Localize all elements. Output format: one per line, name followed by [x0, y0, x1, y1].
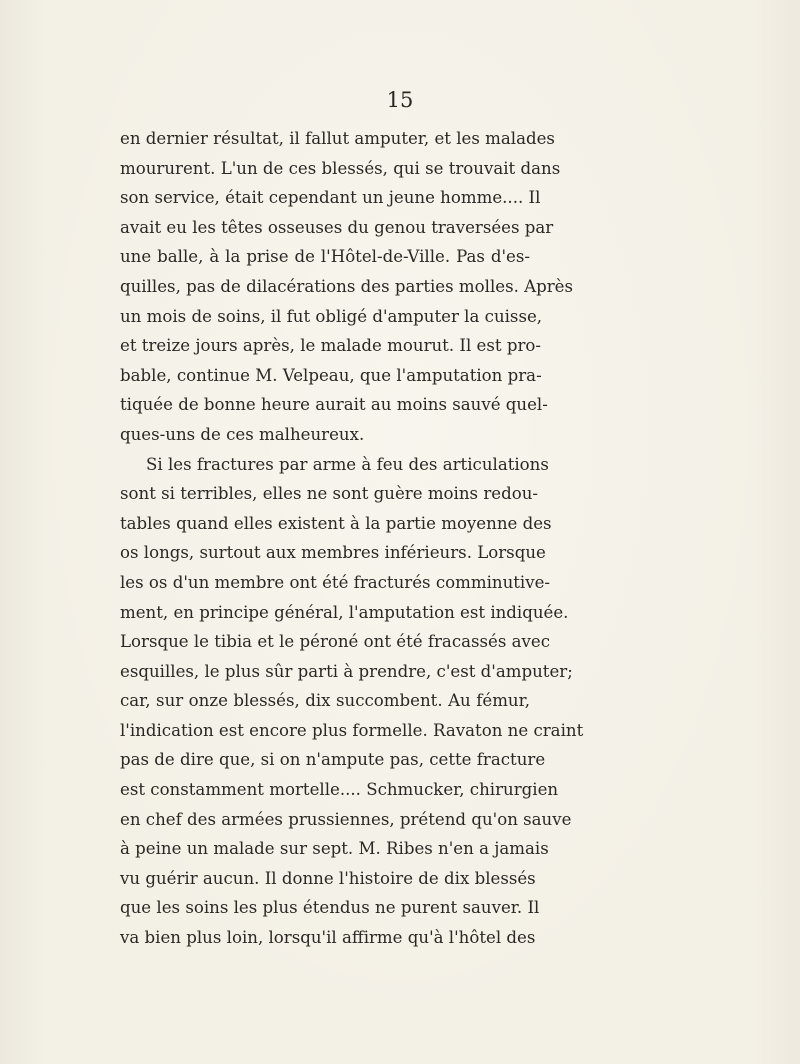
text-line: et treize jours après, le malade mourut. Il est pro-	[120, 336, 541, 356]
text-line: Lorsque le tibia et le péroné ont été fracassés avec	[120, 632, 551, 652]
text-line: vu guérir aucun. Il donne l'histoire de dix blessés	[120, 868, 536, 888]
body-text	[120, 124, 584, 953]
page-number: 15	[386, 88, 414, 112]
text-line: est constamment mortelle.... Schmucker, chirurgien	[120, 780, 559, 800]
text-line: moururent. L'un de ces blessés, qui se trouvait dans	[120, 158, 561, 178]
paragraph	[120, 450, 584, 953]
text-line: Si les fractures par arme à feu des articulations	[146, 454, 549, 474]
text-line: car, sur onze blessés, dix succombent. Au fémur,	[120, 691, 530, 711]
text-line: son service, était cependant un jeune homme.... Il	[120, 188, 541, 208]
text-line: pas de dire que, si on n'ampute pas, cette fracture	[120, 750, 546, 770]
text-line: ment, en principe général, l'amputation est indiquée.	[120, 602, 569, 622]
text-line: avait eu les têtes osseuses du genou traversées par	[120, 217, 554, 237]
text-line: sont si terribles, elles ne sont guère moins redou-	[120, 484, 538, 504]
text-line: un mois de soins, il fut obligé d'amputer la cuisse,	[120, 306, 543, 326]
text-line: en dernier résultat, il fallut amputer, et les malades	[120, 129, 555, 148]
text-line: bable, continue M. Velpeau, que l'amputation pra-	[120, 365, 542, 385]
text-line: tables quand elles existent à la partie moyenne des	[120, 513, 552, 533]
text-line: les os d'un membre ont été fracturés comminutive-	[120, 572, 551, 592]
paragraph	[120, 124, 574, 450]
text-line: à peine un malade sur sept. M. Ribes n'en a jamais	[120, 839, 549, 859]
text-line: ques-uns de ces malheureux.	[120, 424, 365, 444]
text-line: esquilles, le plus sûr parti à prendre, c'est d'amputer;	[120, 661, 573, 681]
text-line: quilles, pas de dilacérations des parties molles. Après	[120, 276, 574, 296]
text-line: tiquée de bonne heure aurait au moins sauvé quel-	[120, 395, 548, 415]
text-line: en chef des armées prussiennes, prétend qu'on sauve	[120, 809, 572, 829]
text-line: l'indication est encore plus formelle. Ravaton ne craint	[120, 720, 584, 740]
text-line: os longs, surtout aux membres inférieurs. Lorsque	[120, 543, 546, 563]
text-line: va bien plus loin, lorsqu'il affirme qu'à l'hôtel des	[120, 928, 536, 948]
text-line: que les soins les plus étendus ne purent sauver. Il	[120, 898, 540, 918]
text-line: une balle, à la prise de l'Hôtel-de-Ville. Pas d'es-	[120, 247, 530, 267]
